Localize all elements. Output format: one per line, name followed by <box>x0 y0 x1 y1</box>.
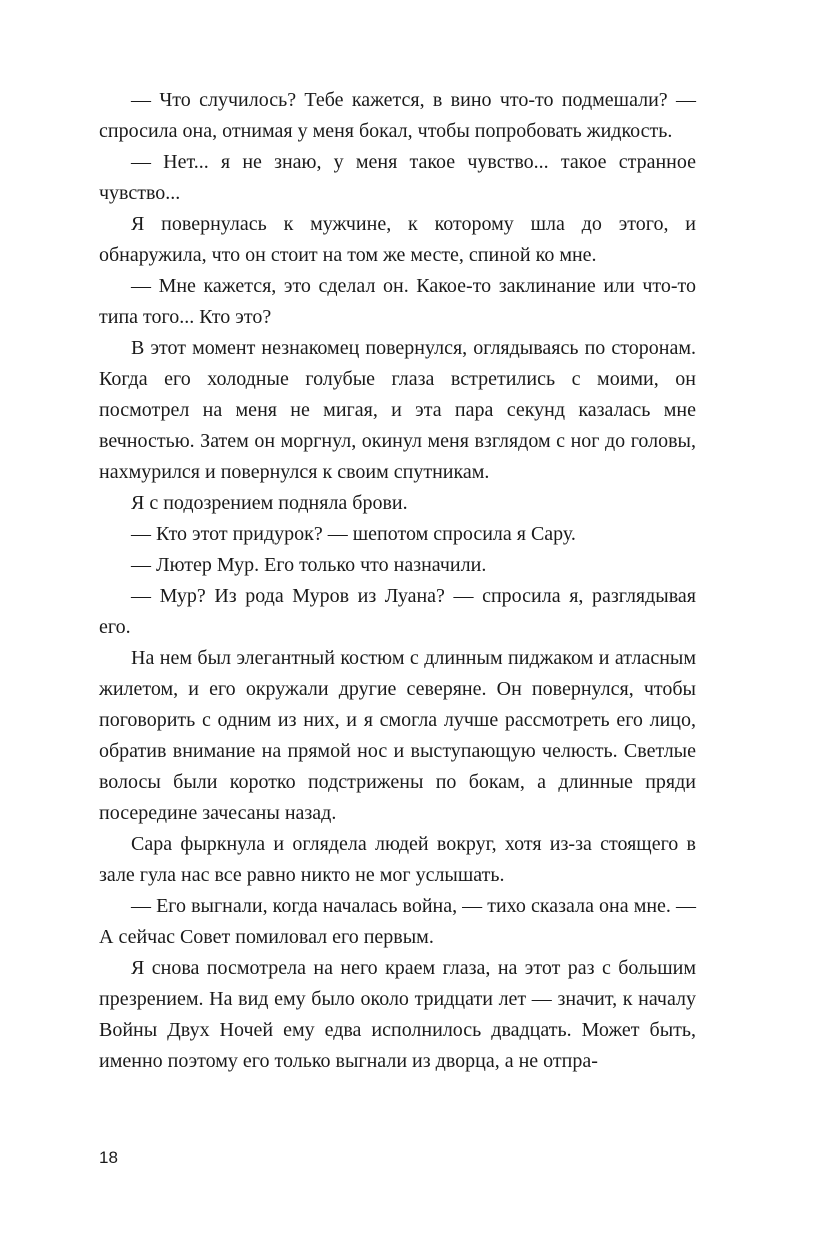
paragraph-12: — Его выгнали, когда началась война, — тихо сказала она мне. — А сейчас Совет помиловал его первым. <box>99 895 696 948</box>
paragraph-6: Я с подозрением подняла брови. <box>131 492 408 514</box>
paragraph-8: — Лютер Мур. Его только что назначили. <box>131 554 487 576</box>
page-number: 18 <box>99 1148 118 1167</box>
paragraph-4: — Мне кажется, это сделал он. Какое-то заклинание или что-то типа того... Кто это? <box>99 275 696 328</box>
paragraph-3: Я повернулась к мужчине, к которому шла до этого, и обнаружила, что он стоит на том же месте, спиной ко мне. <box>99 213 696 266</box>
paragraph-11: Сара фыркнула и оглядела людей вокруг, хотя из-за стоящего в зале гула нас все равно никто не мог услышать. <box>99 833 696 886</box>
paragraph-5: В этот момент незнакомец повернулся, оглядываясь по сторонам. Когда его холодные голубые глаза встретились с моими, он посмотрел на меня не мигая, и эта пара секунд казалась мне вечностью. Затем он моргнул, окинул меня взглядом с ног до головы, нахмурился и повернулся к своим спутникам. <box>99 337 696 483</box>
paragraph-10: На нем был элегантный костюм с длинным пиджаком и атласным жилетом, и его окружали другие северяне. Он повернулся, чтобы поговорить с одним из них, и я смогла лучше рассмотреть его лицо, обратив внимание на прямой нос и выступающую челюсть. Светлые волосы были коротко подстрижены по бокам, а длинные пряди посередине зачесаны назад. <box>99 647 696 824</box>
paragraph-9: — Мур? Из рода Муров из Луана? — спросила я, разглядывая его. <box>99 585 696 638</box>
paragraph-7: — Кто этот придурок? — шепотом спросила я Сару. <box>131 523 576 545</box>
paragraph-2: — Нет... я не знаю, у меня такое чувство... такое странное чувство... <box>99 151 696 204</box>
body-text <box>99 85 696 1077</box>
paragraph-1: — Что случилось? Тебе кажется, в вино что-то подмешали? — спросила она, отнимая у меня бокал, чтобы попробовать жидкость. <box>99 89 696 142</box>
paragraph-13: Я снова посмотрела на него краем глаза, на этот раз с большим презрением. На вид ему было около тридцати лет — значит, к началу Войны Двух Ночей ему едва исполнилось двадцать. Может быть, именно поэтому его только выгнали из дворца, а не отпра- <box>99 957 696 1072</box>
